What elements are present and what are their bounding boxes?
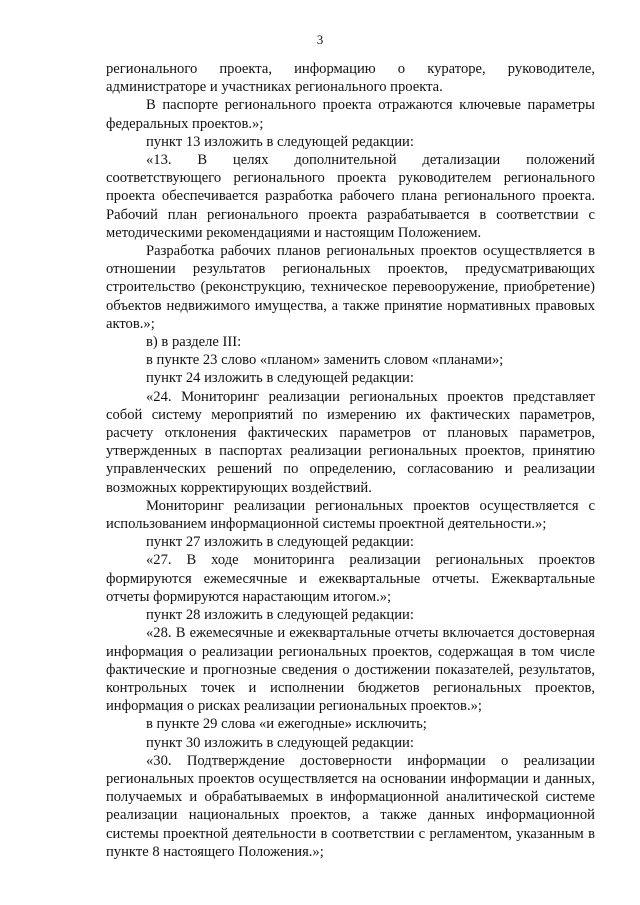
paragraph: Мониторинг реализации региональных проектов осуществляется с использованием информационной системы проектной деятельности.»; (106, 497, 595, 533)
paragraph: в пункте 23 слово «планом» заменить словом «планами»; (146, 352, 504, 369)
paragraph: пункт 24 изложить в следующей редакции: (146, 370, 414, 387)
paragraph: в) в разделе III: (146, 334, 242, 351)
paragraph: «28. В ежемесячные и ежеквартальные отчеты включается достоверная информация о реализации региональных проектов, содержащая в том числе фактические и прогнозные сведения о достижении показателей, результатов, контрольных точек и исполнении бюджетов региональных проектов, информация о рисках реализации региональных проектов.»; (106, 625, 595, 715)
paragraph: «13. В целях дополнительной детализации положений соответствующего регионального проекта руководителем регионального проекта обеспечивается разработка рабочего плана регионального проекта. Рабочий план регионального проекта разрабатывается в соответствии с методическими рекомендациями и настоящим Положением. (106, 152, 595, 241)
paragraph-continuation: регионального проекта, информацию о кураторе, руководителе, администраторе и участниках регионального проекта. (106, 61, 595, 96)
paragraph: пункт 30 изложить в следующей редакции: (146, 734, 414, 751)
paragraph: Разработка рабочих планов региональных проектов осуществляется в отношении результатов региональных проектов, предусматривающих строительство (реконструкцию, техническое перевооружение, приобретение) объектов недвижимого имущества, а также принятие нормативных правовых актов.»; (106, 243, 595, 332)
paragraph: пункт 28 изложить в следующей редакции: (146, 607, 414, 624)
page-number: 3 (316, 32, 324, 47)
paragraph: «30. Подтверждение достоверности информации о реализации региональных проектов осуществляется на основании информации и данных, получаемых и обрабатываемых в информационной аналитической системе реализации национальных проектов, а также данных информационной системы проектной деятельности в соответствии с регламентом, указанным в пункте 8 настоящего Положения.»; (106, 752, 595, 860)
paragraph: в пункте 29 слова «и ежегодные» исключить; (146, 716, 427, 733)
paragraph: пункт 27 изложить в следующей редакции: (146, 534, 414, 551)
paragraph: «27. В ходе мониторинга реализации региональных проектов формируются ежемесячные и ежеквартальные отчеты. Ежеквартальные отчеты формируются нарастающим итогом.»; (106, 552, 595, 605)
paragraph: В паспорте регионального проекта отражаются ключевые параметры федеральных проектов.»; (106, 97, 595, 132)
paragraph: «24. Мониторинг реализации региональных проектов представляет собой систему мероприятий по измерению их фактических параметров, расчету отклонения фактических параметров от плановых параметров, утвержденных в паспортах реализации региональных проектов, принятию управленческих решений по определению, согласованию и реализации возможных корректирующих воздействий. (106, 388, 595, 496)
paragraph: пункт 13 изложить в следующей редакции: (146, 133, 414, 150)
document-body (106, 60, 595, 861)
